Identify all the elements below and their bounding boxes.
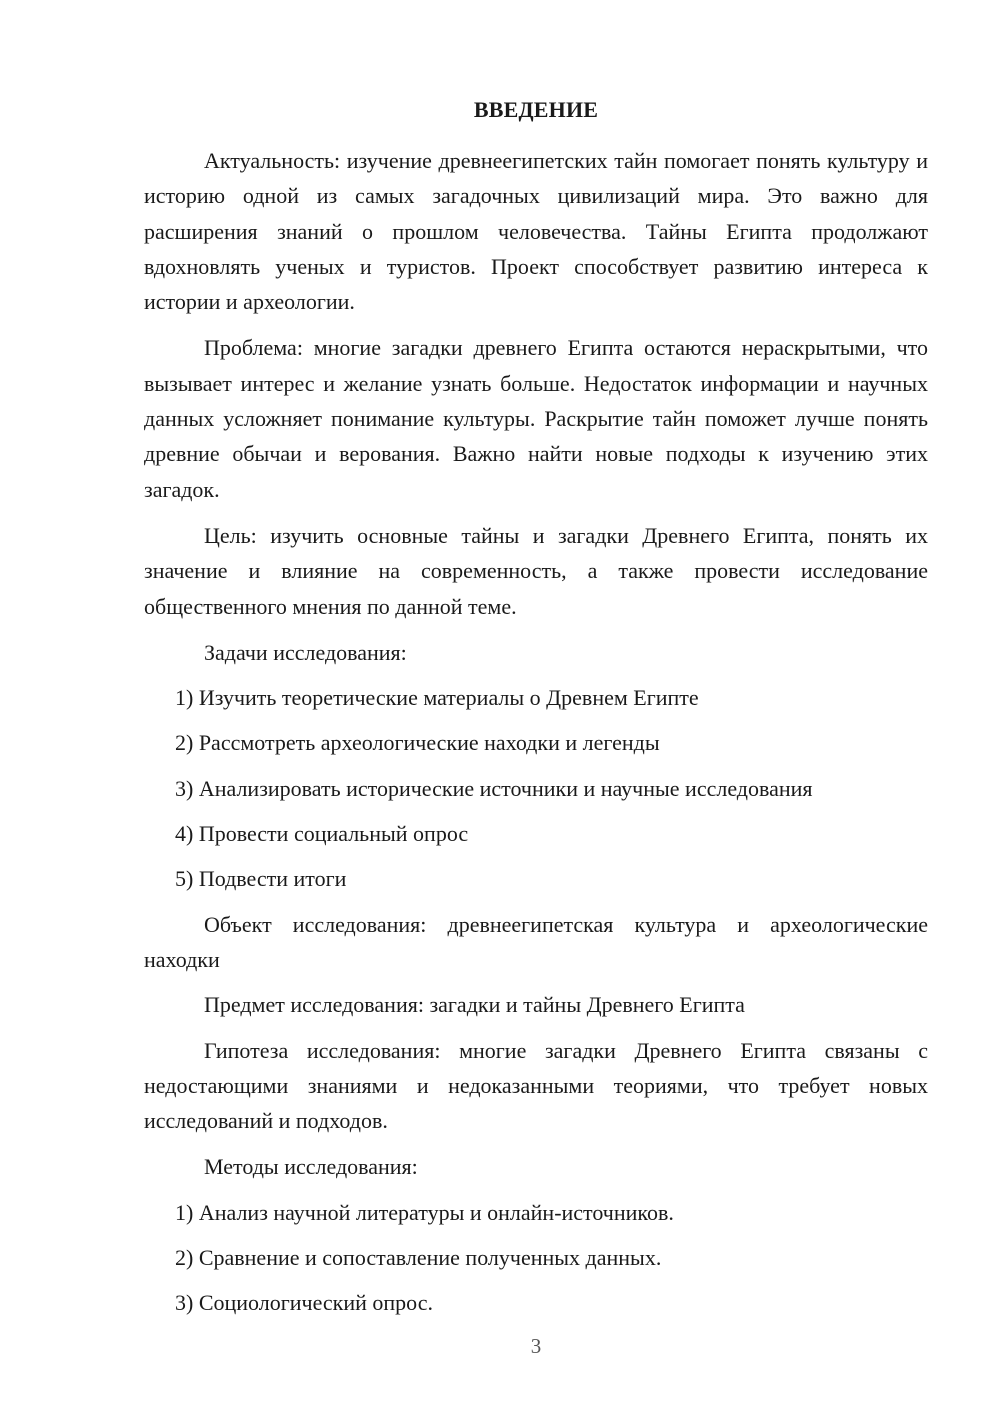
methods-list — [144, 1195, 928, 1321]
tasks-title: Задачи исследования: — [204, 639, 407, 665]
list-item: 3) Анализировать исторические источники и научные исследования — [175, 775, 813, 801]
list-item: 5) Подвести итоги — [175, 866, 347, 892]
list-item: 1) Анализ научной литературы и онлайн-источников. — [175, 1199, 674, 1225]
subject-paragraph: Предмет исследования: загадки и тайны Древнего Египта — [204, 992, 745, 1018]
goal-paragraph: Цель: изучить основные тайны и загадки Древнего Египта, понять их значение и влияние на современность, а также провести исследование общественного мнения по данной теме. — [144, 522, 928, 619]
page-title: ВВЕДЕНИЕ — [473, 97, 599, 122]
list-item: 4) Провести социальный опрос — [175, 821, 469, 847]
document-body — [144, 143, 928, 1331]
tasks-list — [144, 680, 928, 896]
relevance-paragraph: Актуальность: изучение древнеегипетских тайн помогает понять культуру и историю одной из самых загадочных цивилизаций мира. Это важно для расширения знаний о прошлом человечества. Тайны Египта продолжают вдохновлять ученых и туристов. Проект способствует развитию интереса к истории и археологии. — [144, 148, 928, 315]
page-number: 3 — [530, 1334, 542, 1358]
hypothesis-paragraph: Гипотеза исследования: многие загадки Древнего Египта связаны с недостающими знаниями и недоказанными теориями, что требует новых исследований и подходов. — [144, 1037, 928, 1134]
object-paragraph: Объект исследования: древнеегипетская культура и археологические находки — [144, 911, 928, 972]
list-item: 2) Рассмотреть археологические находки и легенды — [175, 730, 660, 756]
list-item: 1) Изучить теоретические материалы о Древнем Египте — [175, 685, 699, 711]
list-item: 2) Сравнение и сопоставление полученных данных. — [175, 1245, 662, 1271]
problem-paragraph: Проблема: многие загадки древнего Египта остаются нераскрытыми, что вызывает интерес и желание узнать больше. Недостаток информации и научных данных усложняет понимание культуры. Раскрытие тайн поможет лучше понять древние обычаи и верования. Важно найти новые подходы к изучению этих загадок. — [144, 335, 928, 502]
list-item: 3) Социологический опрос. — [175, 1290, 433, 1316]
methods-title: Методы исследования: — [204, 1154, 418, 1180]
